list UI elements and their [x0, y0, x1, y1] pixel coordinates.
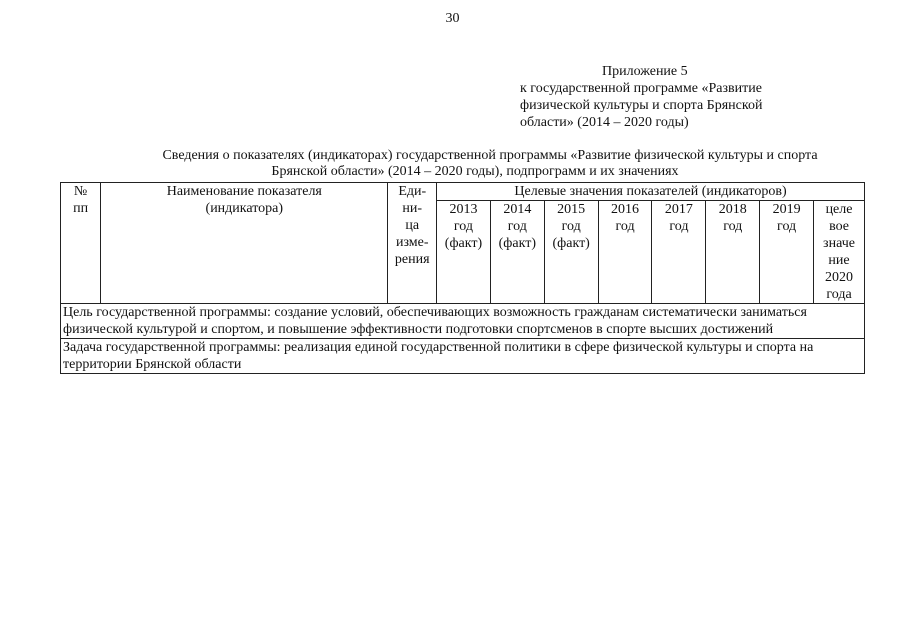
document-title-line-2: Брянской области» (2014 – 2020 годы), подпрограмм и их значениях: [271, 164, 679, 179]
header-year-2019: [760, 201, 814, 304]
header-unit: [388, 183, 437, 304]
year-sublabel: год: [615, 219, 635, 234]
year-sublabel: год: [507, 219, 527, 234]
header-unit-line-4: изме-: [395, 235, 429, 250]
year-label: 2017: [664, 202, 693, 217]
program-goal-text: Цель государственной программы: создание условий, обеспечивающих возможность гражданам систематически заниматься физической культурой и спортом, и повышение эффективности подготовки спортсменов в спорте высших достижений: [61, 304, 865, 339]
header-unit-line-2: ни-: [402, 201, 423, 216]
document-title-line-1: Сведения о показателях (индикаторах) государственной программы «Развитие физической культуры и спорта: [162, 148, 818, 163]
header-year-2018: [706, 201, 760, 304]
header-year-2017: [652, 201, 706, 304]
header-name-line-1: Наименование показателя: [166, 184, 322, 199]
appendix-line-1: Приложение 5: [602, 64, 688, 79]
header-year-2015: [544, 201, 598, 304]
target-line-6: года: [826, 287, 852, 302]
header-unit-line-3: ца: [405, 218, 420, 233]
table-row-goal: [61, 304, 865, 339]
header-target-values: Целевые значения показателей (индикаторов): [437, 183, 865, 201]
year-fact-label: (факт): [444, 236, 483, 251]
program-task-text: Задача государственной программы: реализация единой государственной политики в сфере физической культуры и спорта на территории Брянской области: [61, 339, 865, 374]
document-title: [70, 148, 905, 180]
header-year-2014: [490, 201, 544, 304]
year-label: 2016: [611, 202, 640, 217]
table-header-row-1: [61, 183, 865, 201]
year-label: 2015: [557, 202, 586, 217]
appendix-line-2: к государственной программе «Развитие: [520, 81, 762, 96]
year-sublabel: год: [723, 219, 743, 234]
target-line-3: значе: [823, 236, 855, 251]
year-label: 2013: [449, 202, 478, 217]
page-number: 30: [445, 11, 460, 26]
header-indicator-name: [101, 183, 388, 304]
table-row-task: [61, 339, 865, 374]
appendix-line-3: физической культуры и спорта Брянской: [520, 98, 763, 113]
year-sublabel: год: [561, 219, 581, 234]
indicators-table: [60, 182, 865, 374]
header-unit-line-5: рения: [394, 252, 430, 267]
appendix-reference: [520, 63, 810, 131]
header-number-line-2: пп: [73, 201, 89, 216]
year-label: 2018: [718, 202, 747, 217]
year-label: 2019: [772, 202, 801, 217]
header-name-line-2: (индикатора): [205, 201, 284, 216]
header-year-2013: [437, 201, 491, 304]
header-number: [61, 183, 101, 304]
year-sublabel: год: [777, 219, 797, 234]
appendix-line-4: области» (2014 – 2020 годы): [520, 115, 689, 130]
year-fact-label: (факт): [552, 236, 590, 251]
target-line-5: 2020: [825, 270, 854, 285]
year-sublabel: год: [669, 219, 689, 234]
target-line-1: целе: [825, 202, 853, 217]
target-line-4: ние: [828, 253, 850, 268]
year-label: 2014: [503, 202, 532, 217]
year-sublabel: год: [453, 219, 474, 234]
header-number-line-1: №: [73, 184, 88, 199]
header-unit-line-1: Еди-: [398, 184, 427, 199]
header-target-2020: [814, 201, 865, 304]
target-line-2: вое: [829, 219, 849, 234]
year-fact-label: (факт): [498, 236, 536, 251]
header-year-2016: [598, 201, 652, 304]
